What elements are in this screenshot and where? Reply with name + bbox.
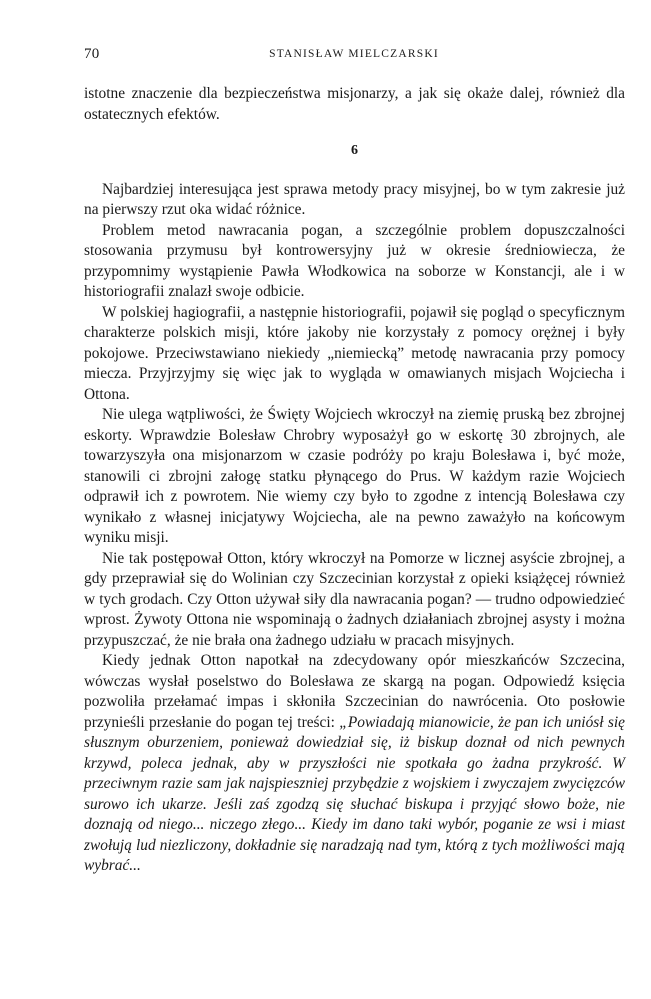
paragraph-intro: Kiedy jednak Otton napotkał na zdecydowany opór mieszkańców Szczecina, wówczas wysłał poselstwo do Bolesława ze skargą na pogan. Odpowiedź księcia pozwoliła przełamać impas i skłoniła Szczecinian do nawrócenia. Oto posłowie przynieśli przesłanie do pogan tej treści: [84,652,625,731]
continuation-paragraph: istotne znaczenie dla bezpieczeństwa misjonarzy, a jak się okaże dalej, również dla ostatecznych efektów. [84,85,625,123]
page-number: 70 [84,46,100,62]
section-number: 6 [351,143,358,158]
paragraph: Nie ulega wątpliwości, że Święty Wojciech wkroczył na ziemię pruską bez zbrojnej eskorty. Wprawdzie Bolesław Chrobry wyposażył go w eskortę 30 zbrojnych, ale towarzyszyła ona misjonarzom w czasie podróży po kraju Bolesława i, być może, stanowili ci zbrojni załogę statku płynącego do Prus. W każdym razie Wojciech odprawił ich z powrotem. Nie wiemy czy było to zgodne z intencją Bolesława czy wynikało z własnej inicjatywy Wojciecha, ale na pewno zaważyło na końcowym wyniku misji. [84,406,625,546]
body-text [84,84,625,877]
paragraph: Problem metod nawracania pogan, a szczególnie problem dopuszczalności stosowania przymusu był kontrowersyjny już w okresie średniowiecza, że przypomnimy wystąpienie Pawła Włodkowica na soborze w Konstancji, ale i w historiografii znalazł swoje odbicie. [84,221,625,300]
paragraph-with-quote [84,651,625,877]
paragraph: W polskiej hagiografii, a następnie historiografii, pojawił się pogląd o specyficznym charakterze polskich misji, które jakoby nie korzystały z pomocy orężnej i były pokojowe. Przeciwstawiano niekiedy „niemiecką” metodę nawracania przy pomocy miecza. Przyjrzyjmy się więc jak to wygląda w omawianych misjach Wojciecha i Ottona. [84,303,625,403]
paragraph: Nie tak postępował Otton, który wkroczył na Pomorze w licznej asyście zbrojnej, a gdy przeprawiał się do Wolinian czy Szczecinian korzystał z opieki książęcej również w tych grodach. Czy Otton używał siły dla nawracania pogan? — trudno odpowiedzieć wprost. Żywoty Ottona nie wspominają o żadnych działaniach zbrojnej asysty i można przypuszczać, że nie brała ona żadnego udziału w pracach misyjnych. [84,549,625,649]
paragraph: Najbardziej interesująca jest sprawa metody pracy misyjnej, bo w tym zakresie już na pierwszy rzut oka widać różnice. [84,180,625,218]
quotation: „Powiadają mianowicie, że pan ich uniósł się słusznym oburzeniem, ponieważ dowiedział się, iż biskup doznał od nich pewnych krzywd, poleca jednak, aby w przyszłości nie spotkała go żadna przykrość. W przeciwnym razie sam jak najspieszniej przybędzie z wojskiem i zwyczajem zwycięzców surowo ich ukarze. Jeśli zaś zgodzą się słuchać biskupa i przyjąć słowo boże, nie doznają od niego... niczego złego... Kiedy im dano taki wybór, poganie ze wsi i miast zwołują lud niezliczony, dokładnie się naradzają nad tym, którą z tych możliwości mają wybrać... [84,713,626,874]
running-head: STANISŁAW MIELCZARSKI [269,48,439,60]
page-header [84,46,624,66]
